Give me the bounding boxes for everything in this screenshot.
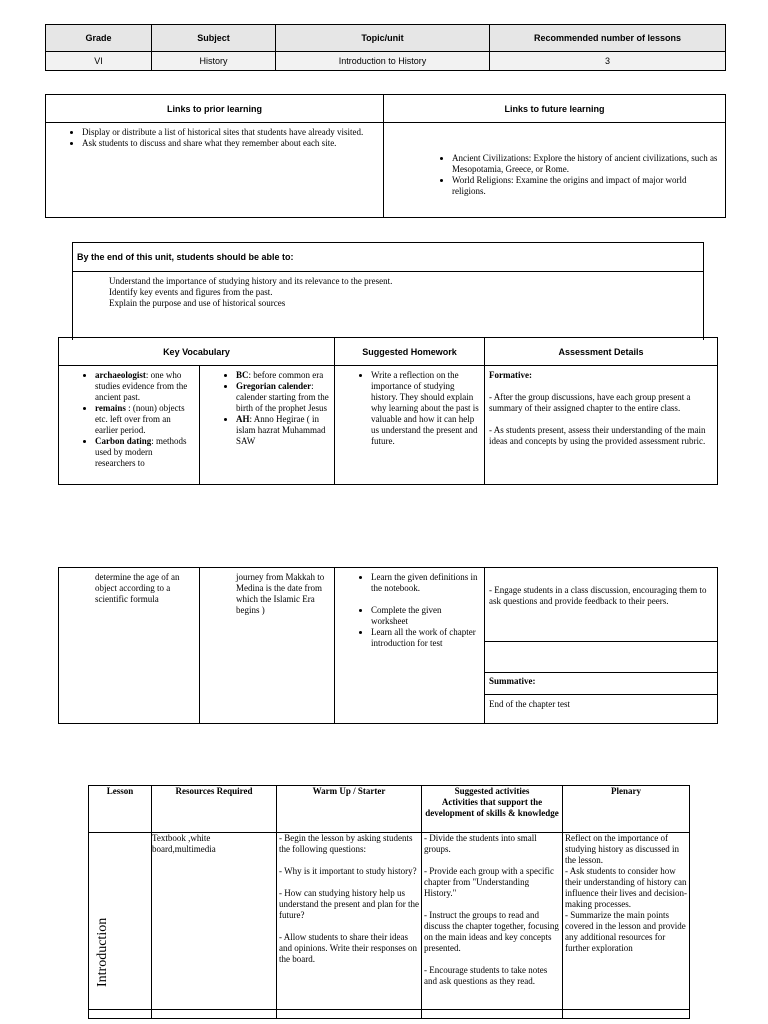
future-learning-item: • Ancient Civilizations: Explore the history of ancient civilizations, such as Mesopotamia, Greece, or Rome. [452,153,719,175]
lesson-header: Lesson [89,786,152,833]
vocab-definition: Anno Hegirae ( in islam hazrat Muhammad SAW [236,414,326,446]
vocab-definition: before common era [253,370,324,380]
homework-header: Suggested Homework [335,338,485,366]
resources-cell: Textbook ,white board,multimedia [152,833,277,1010]
grade-header: Grade [46,25,152,52]
future-learning-item: • World Religions: Examine the origins and impact of major world religions. [452,175,719,197]
vocab-entry: • remains : (noun) objects etc. left over from an earlier period. [95,403,195,436]
vocab-entry: • archaeologist: one who studies evidence from the ancient past. [95,370,195,403]
homework-item: • Complete the given worksheet [371,605,480,627]
homework-item: • Learn all the work of chapter introduction for test [371,627,480,649]
subject-header: Subject [152,25,276,52]
grade-value: VI [46,52,152,71]
vocab-definition: methods used by modern researchers to [95,436,187,468]
empty-cell [422,1010,563,1019]
lesson-name-cell [89,833,152,1010]
empty-cell [563,1010,690,1019]
vocab-term: Carbon dating [95,436,152,446]
assessment-header: Assessment Details [485,338,718,366]
objectives-table [72,242,704,340]
prior-learning-cell [46,123,384,218]
vocab-term: archaeologist [95,370,146,380]
lesson-plan-table [88,785,690,1019]
vocabulary-table [58,337,718,485]
key-vocabulary-header: Key Vocabulary [59,338,335,366]
assessment-cell [485,366,718,485]
vocab-entry: • Carbon dating: methods used by modern researchers to [95,436,195,469]
vocab-definition: one who studies evidence from the ancient past. [95,370,188,402]
objective-line: Understand the importance of studying history and its relevance to the present. [109,276,393,286]
prior-learning-header: Links to prior learning [46,95,384,123]
plenary-header: Plenary [563,786,690,833]
vocab-term: remains [95,403,126,413]
summative-text-cell [485,695,718,724]
vocab-definition: calender starting from the birth of the prophet Jesus [236,392,329,413]
objective-line: Identify key events and figures from the past. [109,287,273,297]
empty-cell [89,1010,152,1019]
vocab-entry: • Gregorian calender: calender starting from the birth of the prophet Jesus [236,381,330,414]
empty-cell [277,1010,422,1019]
empty-cell [152,1010,277,1019]
activities-cell: - Divide the students into small groups. - Provide each group with a specific chapter from "Understanding History." - Instruct the groups to read and discuss the chapter together, focusing on the main ideas and key concepts presented. - Encourage students to take notes and ask questions as they read. [422,833,563,1010]
vocab-right-cell [200,366,335,485]
summative-label: Summative: [489,676,536,686]
formative-label: Formative: [489,370,532,380]
vocabulary-continuation-table [58,567,718,724]
homework-cell [335,366,485,485]
vocab-right-continuation: journey from Makkah to Medina is the date from which the Islamic Era begins ) [200,568,335,724]
summative-cell [485,673,718,695]
lesson-name: Introduction [95,917,110,987]
assessment-continuation: - Engage students in a class discussion, encouraging them to ask questions and provide feedback to their peers. [485,568,718,642]
homework-item: • Write a reflection on the importance of studying history. They should explain why learning about the past is valuable and how it can help us understand the present and future. [371,370,480,447]
objective-line: Explain the purpose and use of historical sources [109,298,286,308]
vocab-left-cell [59,366,200,485]
prior-learning-item: • Ask students to discuss and share what they remember about each site. [82,138,373,149]
topic-value: Introduction to History [276,52,490,71]
resources-header: Resources Required [152,786,277,833]
warmup-cell: - Begin the lesson by asking students the following questions: - Why is it important to study history? - How can studying history help us understand the present and plan for the future? - Allow students to share their ideas and opinions. Write their responses on the board. [277,833,422,1010]
future-learning-cell [384,123,726,218]
vocab-term: AH [236,414,250,424]
homework-item: • Learn the given definitions in the notebook. [371,572,480,594]
vocab-definition: (noun) objects etc. left over from an earlier period. [95,403,185,435]
unit-info-table [45,24,726,71]
objectives-header: By the end of this unit, students should be able to: [73,243,704,272]
formative-text: - As students present, assess their understanding of the main ideas and concepts by using the provided assessment rubric. [489,425,706,446]
objectives-cell [73,272,704,341]
future-learning-header: Links to future learning [384,95,726,123]
vocab-term: BC [236,370,249,380]
vocab-entry: • AH: Anno Hegirae ( in islam hazrat Muhammad SAW [236,414,330,447]
vocab-term: Gregorian calender [236,381,312,391]
homework-continuation [335,568,485,724]
activities-header: Suggested activities Activities that support the development of skills & knowledge [422,786,563,833]
lessons-count-header: Recommended number of lessons [490,25,726,52]
vocab-entry: • BC: before common era [236,370,330,381]
plenary-cell: Reflect on the importance of studying history as discussed in the lesson. - Ask students to consider how their understanding of history can influence their lives and decision-making processes. - Summarize the main points covered in the lesson and provide any additional resources for further exploration [563,833,690,1010]
lessons-count-value: 3 [490,52,726,71]
links-table [45,94,726,218]
prior-learning-item: • Display or distribute a list of historical sites that students have already visited. [82,127,373,138]
subject-value: History [152,52,276,71]
warmup-header: Warm Up / Starter [277,786,422,833]
assessment-empty-row [485,642,718,673]
vocab-left-continuation: determine the age of an object according to a scientific formula [59,568,200,724]
topic-header: Topic/unit [276,25,490,52]
summative-text: End of the chapter test [489,699,570,709]
formative-text: - After the group discussions, have each group present a summary of their assigned chapter to the entire class. [489,392,691,413]
